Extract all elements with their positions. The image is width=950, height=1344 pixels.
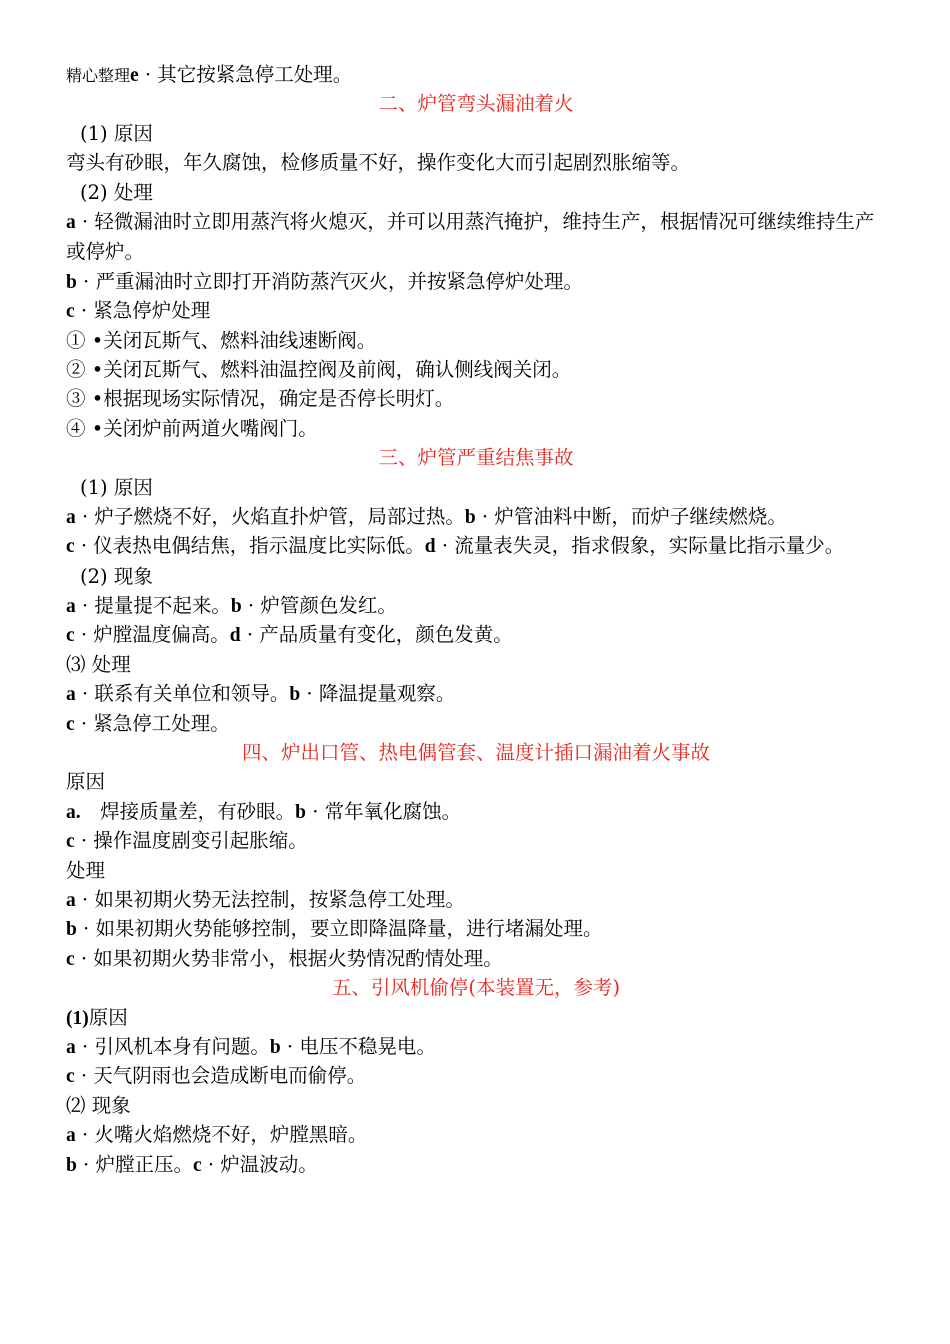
text-line: ① •关闭瓦斯气、燃料油线速断阀。	[66, 328, 377, 352]
text-run: 焊接质量差，有砂眼。	[80, 799, 296, 823]
text-line: ④ •关闭炉前两道火嘴阀门。	[66, 416, 318, 440]
item-marker: c	[66, 831, 75, 853]
text-run: · 电压不稳晃电。	[280, 1034, 436, 1058]
text-line	[66, 797, 886, 826]
item-marker: a	[66, 1125, 76, 1147]
text-run: · 如果初期火势能够控制，要立即降温降量，进行堵漏处理。	[76, 917, 603, 941]
text-run: · 严重漏油时立即打开消防蒸汽灭火，并按紧急停炉处理。	[76, 269, 583, 293]
text-run: · 紧急停炉处理	[74, 299, 211, 323]
text-line	[66, 885, 886, 914]
text-run: · 炉管颜色发红。	[241, 594, 397, 618]
item-marker: b	[66, 1154, 77, 1176]
text-line: 弯头有砂眼，年久腐蚀，检修质量不好，操作变化大而引起剧烈胀缩等。	[66, 151, 691, 175]
text-line	[66, 502, 886, 531]
item-marker: b	[289, 684, 301, 706]
item-marker: a	[66, 889, 76, 911]
section-heading: 二、炉管弯头漏油着火	[378, 92, 574, 116]
text-line	[66, 1150, 886, 1179]
item-marker: d	[424, 536, 436, 558]
section-heading: 五、引风机偷停(本装置无，参考)	[331, 976, 621, 1000]
text-line: ③ •根据现场实际情况，确定是否停长明灯。	[66, 387, 455, 411]
text-run: · 天气阴雨也会造成断电而偷停。	[74, 1064, 367, 1088]
item-marker: e	[130, 65, 139, 86]
text-run: · 其它按紧急停工处理。	[138, 63, 353, 86]
item-marker: c	[66, 536, 75, 558]
item-marker: (1)	[66, 1007, 89, 1029]
text-run: · 炉管油料中断，而炉子继续燃烧。	[475, 504, 787, 528]
section-heading: 四、炉出口管、热电偶管套、温度计插口漏油着火事故	[241, 741, 710, 765]
text-line: 原因	[66, 770, 106, 794]
text-run: · 如果初期火势非常小，根据火势情况酌情处理。	[74, 946, 503, 970]
text-line	[66, 1120, 886, 1149]
text-line	[66, 914, 886, 943]
item-marker: c	[192, 1154, 202, 1176]
text-run: · 炉膛正压。	[76, 1152, 193, 1176]
text-line	[66, 1003, 886, 1032]
text-line	[66, 267, 886, 296]
text-line	[66, 296, 886, 325]
text-line: (1) 原因	[80, 121, 153, 145]
item-marker: a	[66, 1036, 76, 1058]
text-run: · 操作温度剧变引起胀缩。	[74, 829, 308, 853]
text-run: · 轻微漏油时立即用蒸汽将火熄灭，并可以用蒸汽掩护，维持生产，根据情况可继续维持生产或停炉。	[66, 209, 875, 264]
item-marker: a	[66, 596, 76, 618]
text-line: ② •关闭瓦斯气、燃料油温控阀及前阀，确认侧线阀关闭。	[66, 357, 572, 381]
text-line	[66, 826, 886, 855]
text-run: · 紧急停工处理。	[74, 711, 230, 735]
item-marker: d	[229, 625, 241, 647]
text-line	[66, 1032, 886, 1061]
text-line	[66, 1061, 886, 1090]
item-marker: b	[269, 1036, 281, 1058]
item-marker: a	[66, 684, 76, 706]
text-run: 精心整理	[66, 66, 131, 85]
text-line: 处理	[66, 858, 106, 882]
text-run: · 流量表失灵，指求假象，实际量比指示量少。	[435, 534, 845, 558]
item-marker: a	[66, 506, 76, 528]
text-line	[66, 60, 886, 89]
text-run: 原因	[88, 1005, 128, 1029]
section-heading: 三、炉管严重结焦事故	[378, 446, 574, 470]
text-line	[66, 531, 886, 561]
text-run: · 常年氧化腐蚀。	[306, 799, 462, 823]
item-marker: c	[66, 301, 75, 323]
text-run: · 降温提量观察。	[300, 682, 456, 706]
text-run: · 仪表热电偶结焦，指示温度比实际低。	[74, 534, 425, 558]
text-line: (1) 原因	[80, 475, 153, 499]
item-marker: b	[295, 801, 306, 823]
text-run: · 引风机本身有问题。	[75, 1034, 270, 1058]
item-marker: c	[66, 1066, 75, 1088]
text-line	[66, 620, 886, 649]
text-line: (2) 处理	[80, 180, 153, 204]
text-line: ⑵ 现象	[66, 1093, 131, 1117]
text-line	[66, 207, 886, 267]
item-marker: c	[66, 625, 75, 647]
text-run: · 提量提不起来。	[75, 594, 231, 618]
text-run: · 产品质量有变化，颜色发黄。	[240, 623, 513, 647]
text-line	[66, 709, 886, 738]
item-marker: a	[66, 211, 76, 233]
item-marker: c	[66, 713, 75, 735]
text-line	[66, 944, 886, 973]
item-marker: b	[66, 919, 77, 941]
text-run: · 如果初期火势无法控制，按紧急停工处理。	[75, 887, 465, 911]
item-marker: b	[464, 506, 476, 528]
text-line: ⑶ 处理	[66, 652, 131, 676]
text-line	[66, 679, 886, 708]
item-marker: a.	[66, 801, 81, 823]
text-line: (2) 现象	[80, 564, 153, 588]
item-marker: c	[66, 948, 75, 970]
text-run: · 联系有关单位和领导。	[75, 682, 290, 706]
item-marker: b	[230, 596, 242, 618]
text-run: · 炉温波动。	[201, 1152, 318, 1176]
text-run: · 炉膛温度偏高。	[74, 623, 230, 647]
text-run: · 火嘴火焰燃烧不好，炉膛黑暗。	[75, 1123, 368, 1147]
item-marker: b	[66, 271, 77, 293]
text-line	[66, 591, 886, 620]
document-body	[66, 60, 886, 1179]
text-run: · 炉子燃烧不好，火焰直扑炉管，局部过热。	[75, 504, 465, 528]
